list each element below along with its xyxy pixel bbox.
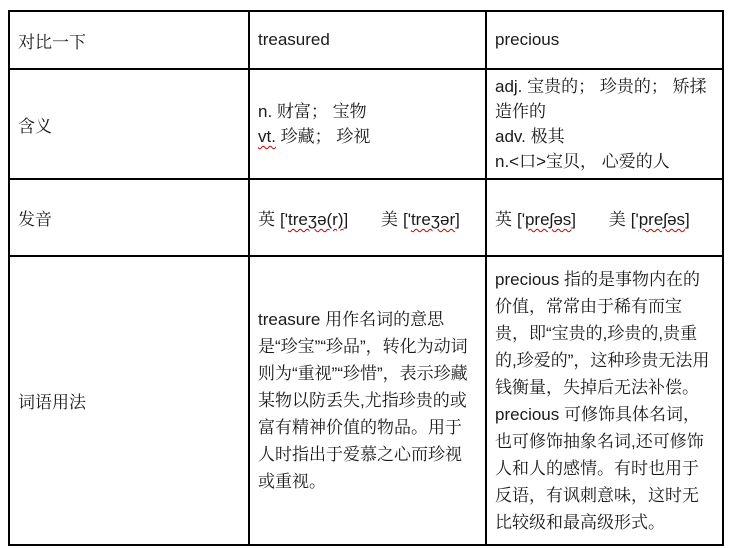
meaning-row — [9, 69, 723, 179]
pron-treasured-us — [381, 210, 460, 229]
meaning-precious-line3: n.<口>宝贝， 心爱的人 — [495, 152, 670, 171]
usage-row — [9, 256, 723, 545]
meaning-treasured-line1: n. 财富； 宝物 — [258, 102, 367, 121]
meaning-treasured-cell — [249, 69, 486, 179]
usage-precious-paragraph-1: precious 指的是事物内在的价值，常常由于稀有而宝贵，即“宝贵的,珍贵的,贵重的,珍爱的”，这种珍贵无法用钱衡量，失掉后无法补偿。 — [495, 269, 710, 397]
word-header-treasured: treasured — [249, 11, 486, 69]
meaning-precious-cell — [486, 69, 723, 179]
meaning-precious-line2: adv. 极其 — [495, 127, 565, 146]
meaning-precious-line1: adj. 宝贵的； 珍贵的； 矫揉造作的 — [495, 77, 707, 121]
word-header-precious: precious — [486, 11, 723, 69]
bracket-open: [' — [517, 210, 525, 229]
spellcheck-phonetic-uk: treʒə(r) — [287, 210, 344, 229]
uk-label: 英 — [495, 210, 512, 229]
meaning-treasured-line2 — [258, 124, 477, 149]
spellcheck-vt: vt. — [258, 127, 276, 146]
pron-treasured-cell — [249, 179, 486, 256]
pron-precious-us — [609, 210, 690, 229]
pron-precious-cell — [486, 179, 723, 256]
usage-precious-cell — [486, 256, 723, 545]
usage-row-label: 词语用法 — [9, 256, 249, 545]
usage-treasured-cell — [249, 256, 486, 545]
spellcheck-phonetic-uk: preʃəs — [524, 210, 572, 229]
meaning-treasured-line2-rest: 珍藏； 珍视 — [275, 127, 371, 146]
us-label: 美 — [608, 210, 626, 229]
usage-treasured-paragraph: treasure 用作名词的意思是“珍宝”“珍品”，转化为动词则为“重视”“珍惜”，表示珍藏某物以防丢失,尤指珍贵的或富有精神价值的物品。用于人时指出于爱慕之心而珍视或重视。 — [258, 310, 468, 491]
spellcheck-phonetic-us: preʃəs — [638, 210, 686, 229]
pronunciation-row-label: 发音 — [9, 179, 249, 256]
bracket-open: [' — [280, 210, 288, 229]
pronunciation-row — [9, 179, 723, 256]
bracket-open: [' — [630, 210, 639, 229]
bracket-close: ] — [455, 210, 460, 229]
bracket-close: ] — [571, 210, 577, 229]
compare-header-cell: 对比一下 — [9, 11, 249, 69]
meaning-row-label: 含义 — [9, 69, 249, 179]
us-label: 美 — [380, 210, 398, 229]
spellcheck-phonetic-us: treʒər — [410, 210, 456, 229]
usage-precious-paragraph-2: precious 可修饰具体名词，也可修饰抽象名词,还可修饰人和人的感情。有时也用于反语，有讽刺意味，这时无比较级和最高级形式。 — [495, 404, 704, 532]
uk-label: 英 — [258, 210, 275, 229]
bracket-open: [' — [402, 210, 411, 229]
word-comparison-table — [8, 10, 724, 546]
header-row — [9, 11, 723, 69]
pron-precious-uk — [495, 210, 576, 229]
bracket-close: ] — [685, 210, 690, 229]
bracket-close: ] — [343, 210, 349, 229]
pron-treasured-uk — [258, 210, 348, 229]
